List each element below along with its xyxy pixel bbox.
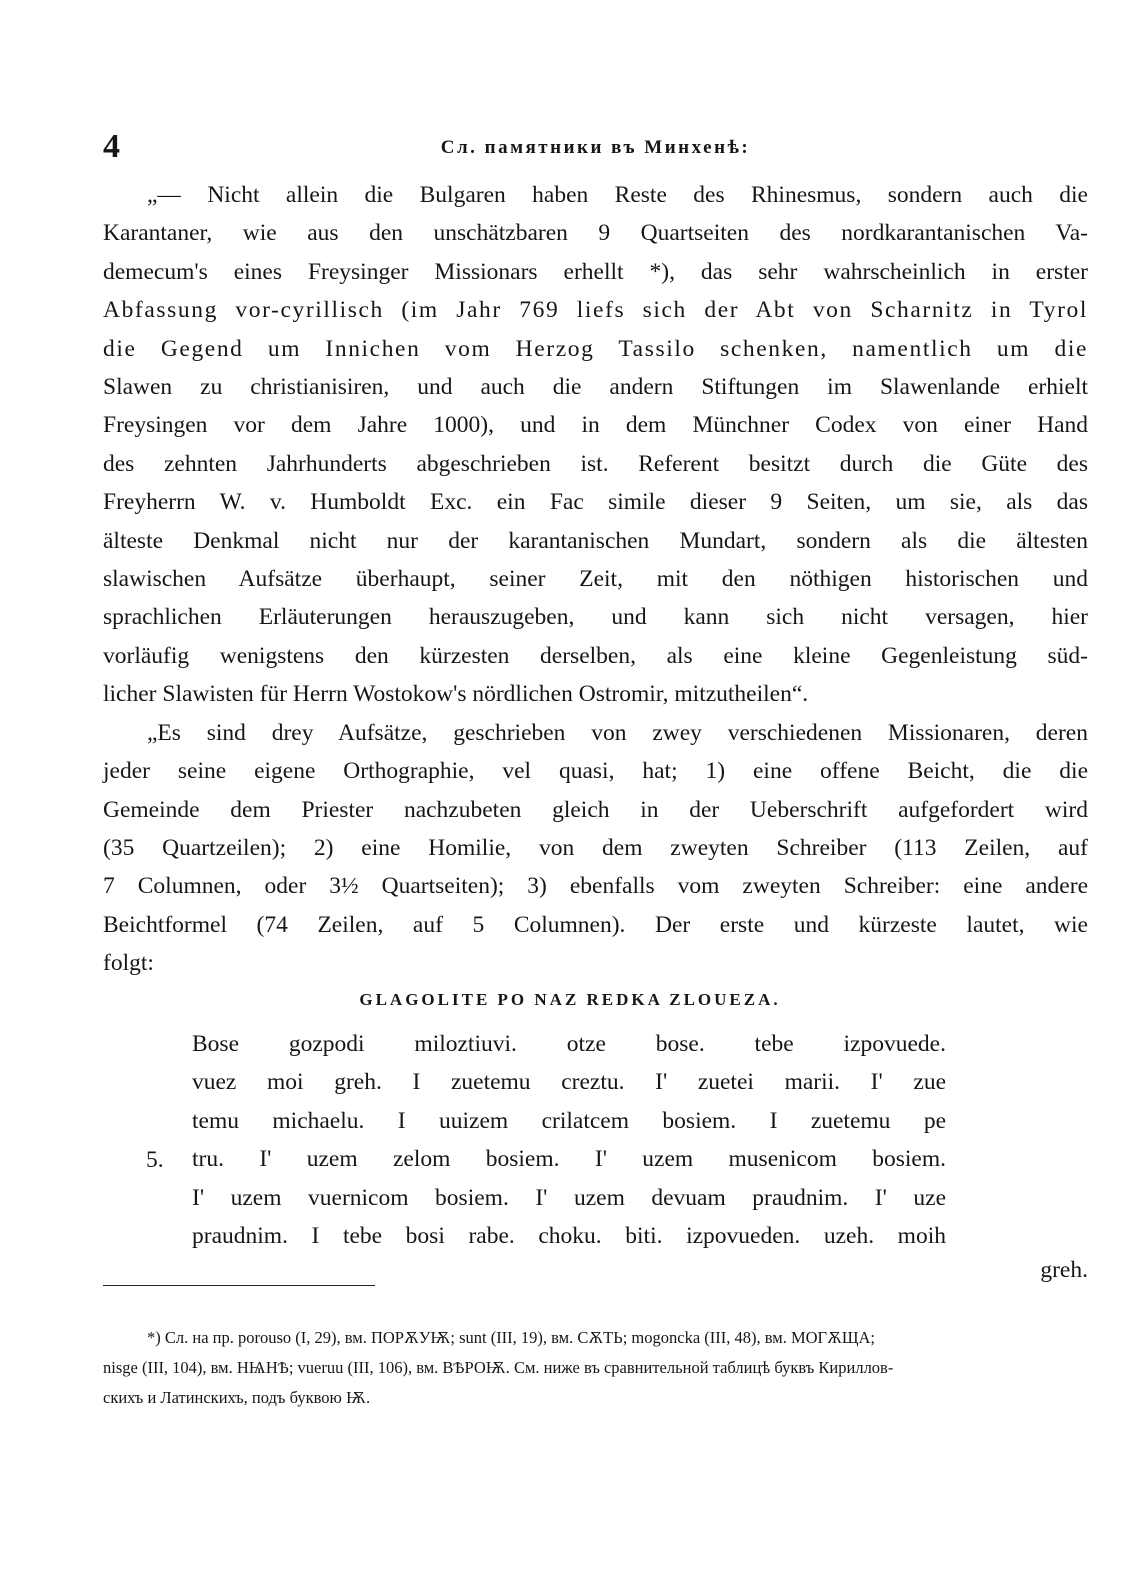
text-line: Freyherrn W. v. Humboldt Exc. ein Fac simile dieser 9 Seiten, um sie, als das bbox=[103, 489, 1088, 516]
text-line: Beichtformel (74 Zeilen, auf 5 Columnen). Der erste und kürzeste lautet, wie bbox=[103, 911, 1088, 938]
footnote bbox=[103, 1323, 1088, 1413]
text-line: sprachlichen Erläuterungen herauszugeben, und kann sich nicht versagen, hier bbox=[103, 604, 1088, 631]
glagolite-line: vuez moi greh. I zuetemu creztu. I' zuetei marii. I' zue bbox=[192, 1069, 946, 1096]
footnote-rule bbox=[103, 1285, 375, 1286]
footnote-line: nisge (III, 104), вм. НѨНѢ; vueruu (III, 106), вм. ВѢРОѬ. См. ниже въ сравнительной таблицѣ буквъ Кириллов- bbox=[103, 1358, 894, 1377]
text-line: Freysingen vor dem Jahre 1000), und in dem Münchner Codex von einer Hand bbox=[103, 412, 1088, 439]
text-line: demecum's eines Freysinger Missionars erhellt *), das sehr wahrscheinlich in erster bbox=[103, 258, 1088, 285]
text-line: vorläufig wenigstens den kürzesten derselben, als eine kleine Gegenleistung süd- bbox=[103, 642, 1088, 669]
glagolite-line: tru. I' uzem zelom bosiem. I' uzem musenicom bosiem. bbox=[192, 1146, 946, 1173]
text-line: „Es sind drey Aufsätze, geschrieben von zwey verschiedenen Missionaren, deren bbox=[147, 719, 1088, 746]
text-line: jeder seine eigene Orthographie, vel quasi, hat; 1) eine offene Beicht, die die bbox=[103, 758, 1088, 785]
text-line: älteste Denkmal nicht nur der karantanischen Mundart, sondern als die ältesten bbox=[103, 527, 1088, 554]
text-line: Slawen zu christianisiren, und auch die andern Stiftungen im Slawenlande erhielt bbox=[103, 374, 1088, 401]
line-number: 5. bbox=[146, 1147, 164, 1173]
text-line: Karantaner, wie aus den unschätzbaren 9 Quartseiten des nordkarantanischen Va- bbox=[103, 220, 1088, 247]
glagolite-line: temu michaelu. I uuizem crilatcem bosiem. I zuetemu pe bbox=[192, 1107, 946, 1134]
glagolite-overflow-word: greh. bbox=[1040, 1257, 1088, 1283]
footnote-line: *) Сл. на пр. porouso (I, 29), вм. ПОРѪУѬ; sunt (III, 19), вм. СѪТЬ; mogoncka (III, 48), вм. МОГѪЩА; bbox=[147, 1328, 876, 1347]
text-line: die Gegend um Innichen vom Herzog Tassilo schenken, namentlich um die bbox=[103, 335, 1088, 362]
glagolite-line: praudnim. I tebe bosi rabe. choku. biti. izpovueden. uzeh. moih bbox=[192, 1223, 946, 1250]
glagolite-line: I' uzem vuernicom bosiem. I' uzem devuam praudnim. I' uze bbox=[192, 1184, 946, 1211]
glagolite-text bbox=[192, 1025, 946, 1255]
text-line: „— Nicht allein die Bulgaren haben Reste des Rhinesmus, sondern auch die bbox=[147, 182, 1088, 208]
text-line: folgt: bbox=[103, 950, 154, 977]
text-line: slawischen Aufsätze überhaupt, seiner Zeit, mit den nöthigen historischen und bbox=[103, 566, 1088, 593]
text-line: (35 Quartzeilen); 2) eine Homilie, von dem zweyten Schreiber (113 Zeilen, auf bbox=[103, 834, 1088, 861]
page-header bbox=[103, 128, 1088, 170]
glagolite-line: Bose gozpodi miloztiuvi. otze bose. tebe izpovuede. bbox=[192, 1031, 946, 1057]
text-line: des zehnten Jahrhunderts abgeschrieben ist. Referent besitzt durch die Güte des bbox=[103, 450, 1088, 477]
footnote-line: скихъ и Латинскихъ, подъ буквою Ѭ. bbox=[103, 1388, 371, 1407]
page-number: 4 bbox=[103, 128, 120, 165]
text-line: 7 Columnen, oder 3½ Quartseiten); 3) ebenfalls vom zweyten Schreiber: eine andere bbox=[103, 873, 1088, 900]
text-line: Gemeinde dem Priester nachzubeten gleich in der Ueberschrift aufgefordert wird bbox=[103, 796, 1088, 823]
glagolite-title: GLAGOLITE PO NAZ REDKA ZLOUEZA. bbox=[359, 990, 781, 1009]
running-head: Сл. памятники въ Минхенѣ: bbox=[440, 137, 751, 158]
text-line: licher Slawisten für Herrn Wostokow's nördlichen Ostromir, mitzutheilen“. bbox=[103, 681, 809, 708]
main-text bbox=[103, 176, 1088, 983]
text-line: Abfassung vor-cyrillisch (im Jahr 769 liefs sich der Abt von Scharnitz in Tyrol bbox=[103, 297, 1088, 324]
